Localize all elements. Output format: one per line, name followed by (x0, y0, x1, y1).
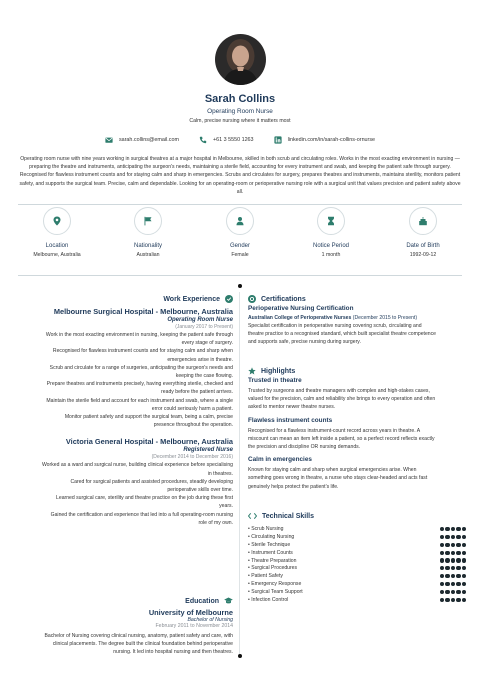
section-title: Highlights (261, 367, 296, 375)
job-line: ready before the patient arrives. (161, 389, 233, 396)
fact-nationality (108, 207, 188, 258)
skill-level-dot (440, 551, 444, 555)
skill-level-dot (451, 582, 455, 586)
highlight-line: asked to mentor newer theatre nurses. (248, 404, 336, 411)
flag-icon (143, 216, 153, 226)
highlight-line: the precision and discipline OR nursing demands. (248, 444, 361, 451)
skill-level-dot (445, 582, 449, 586)
fact-label: Nationality (133, 243, 162, 249)
skill-level-dot (440, 590, 444, 594)
job-line: Learned surgical care, sterility and theatre practice on the job during these first (56, 495, 233, 502)
phone-icon (199, 136, 207, 144)
job-line: Gained the certification and experience that led into a full operating-room nursing (50, 511, 233, 518)
profile-photo (215, 34, 266, 85)
job-line: Recognised for flawless instrument counts and for staying calm and sharp when (52, 348, 233, 355)
timeline-dot (238, 284, 242, 288)
skill-level-dot (451, 598, 455, 602)
skill-level-dots (440, 551, 466, 555)
skill-name: • Surgical Procedures (248, 565, 298, 572)
skill-level-dot (462, 558, 466, 562)
job-line: emergencies arise in theatre. (167, 356, 233, 363)
skill-row (248, 596, 466, 604)
fact-gender (200, 207, 280, 258)
section-title: Technical Skills (262, 512, 315, 520)
skill-row (248, 564, 466, 572)
fact-label: Notice Period (312, 243, 350, 249)
skill-level-dot (462, 527, 466, 531)
highlight-line: Known for staying calm and sharp when surgical emergencies arise. When (248, 467, 417, 474)
job-dates: (January 2017 to Present) (175, 324, 233, 330)
skill-level-dots (440, 590, 466, 594)
skill-row (248, 588, 466, 596)
fact-value: Female (231, 252, 249, 258)
highlight-line: valued for the precision, calm and reliability she brings to every operation and often (248, 396, 436, 403)
certification-dates: (December 2015 to Present) (352, 315, 418, 321)
fact-notice-period (291, 207, 371, 258)
skill-level-dot (445, 566, 449, 570)
job-line: role of my own. (198, 519, 233, 526)
skill-level-dot (440, 543, 444, 547)
skill-name: • Theatre Preparation (248, 557, 297, 564)
skill-row (248, 557, 466, 565)
candidate-title: Operating Room Nurse (207, 108, 273, 115)
highlight-line: genuinely helps protect the patient's life. (248, 483, 339, 490)
skill-name: • Patient Safety (248, 573, 283, 580)
skill-level-dot (462, 574, 466, 578)
job-line: Prepare theatres and instruments precisely, having everything sterile, checked and (46, 381, 233, 388)
fact-location (17, 207, 97, 258)
certification-issuer: Australian College of Perioperative Nurses (248, 315, 352, 321)
divider (18, 275, 462, 276)
highlight-line: Trusted by surgeons and theatre managers with complex and high-stakes cases, (248, 388, 430, 394)
skill-level-dots (440, 582, 466, 586)
check-icon (225, 295, 233, 303)
divider (18, 204, 462, 205)
work-experience-section (15, 294, 233, 527)
fact-value: 1992-09-12 (409, 252, 437, 258)
skill-level-dot (462, 566, 466, 570)
location-pin-icon (52, 216, 62, 226)
skill-row (248, 533, 466, 541)
skill-row (248, 572, 466, 580)
skill-level-dots (440, 558, 466, 562)
fact-label: Location (45, 243, 69, 249)
job-line: years. (219, 503, 233, 510)
skill-level-dot (451, 551, 455, 555)
certification-line: theatre practice to a recognised standard, which built specialist theatre competence (248, 331, 437, 338)
skill-level-dot (456, 543, 460, 547)
skill-level-dot (451, 527, 455, 531)
highlights-section (248, 366, 466, 491)
certification-name: Perioperative Nursing Certification (248, 305, 354, 312)
job-role: Registered Nurse (183, 447, 233, 454)
contact-email[interactable] (105, 136, 179, 144)
skill-level-dot (456, 558, 460, 562)
highlight-title: Flawless instrument counts (248, 416, 333, 424)
skill-name: • Instrument Counts (248, 549, 293, 556)
job-line: Maintain the sterile field and account for each instrument and swab, where a single (46, 397, 233, 404)
section-title: Certifications (261, 295, 306, 303)
fact-value: Australian (136, 252, 160, 258)
person-icon (235, 216, 245, 226)
certification-line: and supports safe, precise nursing during surgery. (248, 339, 361, 346)
education-line: Bachelor of Nursing covering clinical nursing, anatomy, patient safety and care, with (44, 633, 233, 639)
skill-level-dot (456, 582, 460, 586)
timeline-dot (238, 654, 242, 658)
skill-level-dots (440, 598, 466, 602)
skill-level-dot (451, 543, 455, 547)
highlight-line: something goes wrong in theatre, a nurse who stays clear-headed and acts fast (248, 475, 428, 482)
hourglass-icon (326, 216, 336, 226)
cake-icon (418, 216, 428, 226)
skill-level-dots (440, 566, 466, 570)
job-line: Worked as a ward and surgical nurse, building clinical experience before specialising (41, 462, 233, 469)
skill-name: • Circulating Nursing (248, 533, 295, 540)
skill-level-dot (456, 590, 460, 594)
contact-linkedin[interactable] (274, 136, 376, 144)
skill-row (248, 580, 466, 588)
skill-row (248, 541, 466, 549)
technical-skills-section (248, 511, 466, 604)
skill-level-dot (445, 551, 449, 555)
skills-list (248, 525, 466, 604)
education-line: clinical placements. The degree built the clinical foundation behind perioperative (52, 641, 233, 648)
job-line: Work in the most exacting environment in nursing, keeping the patient safe through (45, 332, 233, 338)
skill-level-dot (456, 598, 460, 602)
skill-row (248, 549, 466, 557)
education-line: nursing. It led into hospital nursing and then theatres. (113, 649, 233, 656)
skill-level-dot (440, 535, 444, 539)
school-name: University of Melbourne (148, 608, 233, 617)
professional-summary: Operating room nurse with nine years working in surgical theatres at a major hospital in Melbourne, skilled in both scrub and circulating roles. Works in the most exacting environment in nursing — preparing the theatre and instruments, anticipating the surgeon's needs, maintaining a sterile field, accounting for every instrument and swab, and keeping the patient safe through surgery. Recognised for flawless instrument counts and for staying calm and sharp in emergencies. Scrubs and circulates for surgery, prepares theatres and instruments, maintains sterility, monitors patient safety, and supports the surgical team. Precise, calm and dependable. Looking for an operating-room or perioperative nursing role with a surgical unit that values precision and patient safety above all. (19, 156, 461, 195)
job-entry (15, 307, 233, 429)
code-icon (248, 507, 257, 525)
skill-level-dot (456, 551, 460, 555)
skill-level-dot (456, 535, 460, 539)
skill-level-dots (440, 527, 466, 531)
skill-level-dots (440, 535, 466, 539)
skill-level-dot (462, 551, 466, 555)
skill-name: • Scrub Nursing (248, 525, 284, 532)
phone-text: +61 3 5550 1263 (212, 137, 254, 143)
job-employer: Melbourne Surgical Hospital - Melbourne, Australia (53, 307, 233, 316)
skill-level-dot (462, 598, 466, 602)
skill-name: • Sterile Technique (248, 541, 291, 548)
job-line: Cared for surgical patients and assisted procedures, steadily developing (70, 478, 233, 485)
job-line: Monitor patient safety and support the surgical team, being a calm, precise (64, 414, 233, 421)
job-line: perioperative skills over time. (167, 487, 233, 494)
email-text: sarah.collins@email.com (118, 137, 179, 143)
fact-label: Gender (229, 243, 250, 249)
job-line: error could seriously harm a patient. (151, 405, 233, 412)
skill-level-dot (445, 527, 449, 531)
timeline-line (239, 292, 240, 657)
skill-level-dot (445, 590, 449, 594)
skill-name: • Emergency Response (248, 581, 302, 588)
skill-name: • Surgical Team Support (248, 589, 303, 596)
skill-level-dots (440, 543, 466, 547)
education-dates: February 2011 to November 2014 (155, 623, 233, 629)
contact-bar (0, 136, 480, 144)
job-employer: Victoria General Hospital - Melbourne, Australia (65, 437, 233, 447)
skill-level-dot (462, 543, 466, 547)
section-title: Education (185, 597, 219, 605)
job-dates: (December 2014 to December 2016) (151, 454, 233, 461)
email-icon (105, 136, 113, 144)
highlight-line: Recognised for a flawless instrument-count record across years in theatre. A (248, 427, 421, 434)
gear-icon (248, 295, 256, 303)
fact-value: Melbourne, Australia (33, 252, 81, 258)
skill-level-dot (462, 535, 466, 539)
skill-level-dots (440, 574, 466, 578)
job-role: Operating Room Nurse (167, 317, 233, 323)
skill-level-dot (456, 574, 460, 578)
skill-level-dot (451, 590, 455, 594)
skill-level-dot (445, 543, 449, 547)
fact-label: Date of Birth (406, 243, 440, 249)
linkedin-icon (274, 136, 282, 144)
contact-phone[interactable] (199, 136, 254, 144)
skill-level-dot (445, 574, 449, 578)
job-line: presence throughout the operation. (153, 422, 233, 429)
candidate-tagline: Calm, precise nursing where it matters most (189, 118, 291, 124)
skill-level-dot (462, 582, 466, 586)
skill-level-dot (456, 527, 460, 531)
fact-value: 1 month (321, 252, 341, 258)
skill-level-dot (440, 574, 444, 578)
job-line: Scrub and circulate for a range of surgeries, anticipating the surgeon's needs and (49, 364, 233, 371)
candidate-name: Sarah Collins (204, 93, 276, 105)
skill-level-dot (456, 566, 460, 570)
job-line: in theatres. (207, 470, 233, 477)
skill-name: • Infection Control (248, 596, 289, 603)
highlight-line: miscount can mean an item left inside a patient, so a perfect record reflects exactly (248, 435, 435, 442)
skill-level-dot (462, 590, 466, 594)
education-section (15, 596, 233, 657)
skill-level-dot (445, 598, 449, 602)
certification-line: Specialist certification in perioperative nursing covering scrub, circulating and (248, 323, 422, 329)
section-title: Work Experience (163, 295, 220, 303)
skill-level-dot (451, 558, 455, 562)
skill-level-dot (440, 582, 444, 586)
skill-row (248, 525, 466, 533)
linkedin-text: linkedin.com/in/sarah-collins-ornurse (287, 137, 376, 143)
skill-level-dot (440, 566, 444, 570)
degree: Bachelor of Nursing (187, 617, 233, 623)
job-line: keeping the case flowing. (175, 373, 233, 380)
skill-level-dot (451, 535, 455, 539)
skill-level-dot (445, 558, 449, 562)
certifications-section (248, 294, 466, 347)
fact-date-of-birth (383, 207, 463, 258)
highlight-title: Trusted in theatre (248, 377, 302, 384)
skill-level-dot (451, 566, 455, 570)
skill-level-dot (440, 558, 444, 562)
job-entry (15, 437, 233, 527)
skill-level-dot (440, 598, 444, 602)
skill-level-dot (440, 527, 444, 531)
job-line: every stage of surgery. (181, 340, 233, 347)
skill-level-dot (445, 535, 449, 539)
highlight-title: Calm in emergencies (248, 456, 312, 464)
skill-level-dot (451, 574, 455, 578)
